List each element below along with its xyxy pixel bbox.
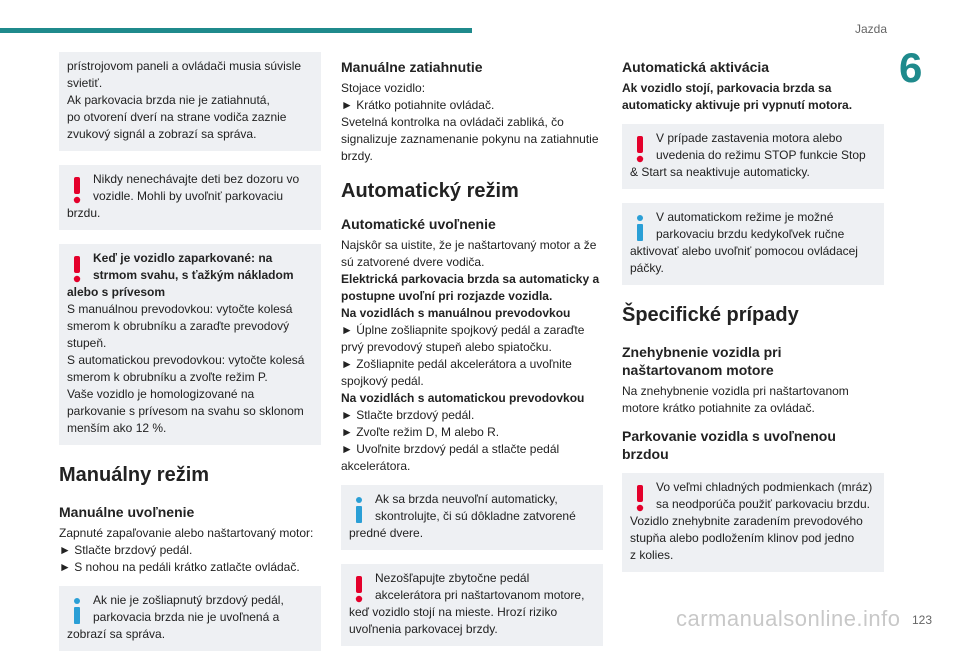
- section-heading: Automatický režim: [341, 180, 519, 202]
- warning-box: [59, 244, 321, 445]
- info-text: Ak sa brzda neuvoľní automaticky, skontrolujte, či sú dôkladne zatvorené: [375, 492, 576, 523]
- warning-heading-rest: alebo s prívesom: [67, 285, 166, 299]
- warning-box: [341, 564, 603, 646]
- section-title: Jazda: [854, 22, 887, 36]
- note-box: [59, 52, 321, 151]
- subsection-heading: Znehybnenie vozidla pri naštartovanom motore: [622, 344, 782, 378]
- info-text-rest: aktivovať alebo uvoľniť pomocou ovládacej páčky.: [630, 244, 858, 275]
- exclamation-icon: [630, 134, 650, 164]
- warning-box: [622, 473, 884, 572]
- warning-box: [59, 165, 321, 230]
- info-icon: [349, 495, 369, 525]
- exclamation-icon: [349, 574, 369, 604]
- info-text: V automatickom režime je možné parkovaciu brzdu kedykoľvek ručne: [656, 210, 845, 241]
- column-1: [59, 56, 321, 665]
- exclamation-icon: [67, 175, 87, 205]
- note-text: prístrojovom paneli a ovládači musia súvisle svietiť. Ak parkovacia brzda nie je zatiahnutá, po otvorení dverí na strane vodiča zaznie zvukový signál a zobrazí sa správa.: [67, 59, 302, 141]
- header-accent-bar: [0, 28, 472, 33]
- warning-text: S manuálnou prevodovkou: vytočte kolesá smerom k obrubníku a zaraďte prevodový stupeň. S automatickou prevodovkou: vytočte kolesá smerom k obrubníku a zvoľte režim P. Vaše vozidlo je homologizované na parkovanie s prívesom na svahu so sklonom menším ako 12 %.: [67, 302, 305, 435]
- exclamation-icon: [630, 483, 650, 513]
- subsection-heading: Automatické uvoľnenie: [341, 216, 496, 232]
- warning-text: V prípade zastavenia motora alebo uvedenia do režimu STOP funkcie Stop: [656, 131, 866, 162]
- warning-text-rest: & Start sa neaktivuje automaticky.: [630, 165, 810, 179]
- paragraph: Stojace vozidlo: ► Krátko potiahnite ovládač. Svetelná kontrolka na ovládači zabliká, čo signalizuje zaznamenanie pokynu na zatiahnutie brzdy.: [341, 81, 599, 163]
- info-icon: [630, 213, 650, 243]
- watermark: carmanualsonline.info: [676, 606, 901, 631]
- bold-paragraph: Elektrická parkovacia brzda sa automaticky a postupne uvoľní pri rozjazde vozidla.: [341, 272, 600, 303]
- warning-text: Nezošľapujte zbytočne pedál akcelerátora pri naštartovanom motore,: [375, 571, 585, 602]
- warning-text-rest: Vozidlo znehybnite zaradením prevodového stupňa alebo podložením klinov pod jedno z kolies.: [630, 514, 863, 562]
- warning-heading: Keď je vozidlo zaparkované: na strmom svahu, s ťažkým nákladom: [93, 251, 294, 282]
- bold-paragraph: Na vozidlách s automatickou prevodovkou: [341, 391, 585, 405]
- bold-paragraph: Ak vozidlo stojí, parkovacia brzda sa automaticky aktivuje pri vypnutí motora.: [622, 81, 853, 112]
- chapter-number: 6: [899, 44, 923, 91]
- page-number: 123: [911, 613, 932, 627]
- warning-text: Vo veľmi chladných podmienkach (mráz) sa neodporúča použiť parkovaciu brzdu.: [656, 480, 873, 511]
- warning-text-rest: brzdu.: [67, 206, 101, 220]
- warning-text: Nikdy nenechávajte deti bez dozoru vo vozidle. Mohli by uvoľniť parkovaciu: [93, 172, 300, 203]
- info-box: [341, 485, 603, 550]
- section-heading: Manuálny režim: [59, 464, 210, 486]
- paragraph: Zapnuté zapaľovanie alebo naštartovaný motor: ► Stlačte brzdový pedál. ► S nohou na pedáli krátko zatlačte ovládač.: [59, 526, 314, 574]
- info-icon: [67, 596, 87, 626]
- info-box: [59, 586, 321, 651]
- paragraph: Najskôr sa uistite, že je naštartovaný motor a že sú zatvorené dvere vodiča.: [341, 238, 597, 269]
- warning-box: [622, 124, 884, 189]
- info-text: Ak nie je zošliapnutý brzdový pedál, parkovacia brzda nie je uvoľnená a: [93, 593, 284, 624]
- subsection-heading: Manuálne uvoľnenie: [59, 504, 195, 520]
- exclamation-icon: [67, 254, 87, 284]
- section-heading: Špecifické prípady: [622, 304, 799, 326]
- subsection-heading: Parkovanie vozidla s uvoľnenou brzdou: [622, 428, 836, 462]
- paragraph: Na znehybnenie vozidla pri naštartovanom motore krátko potiahnite za ovládač.: [622, 384, 849, 415]
- info-text-rest: zobrazí sa správa.: [67, 627, 166, 641]
- warning-text-rest: keď vozidlo stojí na mieste. Hrozí riziko uvoľnenia parkovacej brzdy.: [349, 605, 558, 636]
- paragraph: ► Úplne zošliapnite spojkový pedál a zaraďte prvý prevodový stupeň alebo spiatočku. ► Zošliapnite pedál akcelerátora a uvoľnite spojkový pedál.: [341, 323, 585, 388]
- info-text-rest: predné dvere.: [349, 526, 424, 540]
- info-box: [622, 203, 884, 285]
- bold-paragraph: Na vozidlách s manuálnou prevodovkou: [341, 306, 571, 320]
- column-3: [622, 56, 884, 586]
- subsection-heading: Manuálne zatiahnutie: [341, 59, 483, 75]
- column-2: [341, 56, 603, 660]
- paragraph: ► Stlačte brzdový pedál. ► Zvoľte režim D, M alebo R. ► Uvoľnite brzdový pedál a stlačte pedál akcelerátora.: [341, 408, 560, 473]
- subsection-heading: Automatická aktivácia: [622, 59, 770, 75]
